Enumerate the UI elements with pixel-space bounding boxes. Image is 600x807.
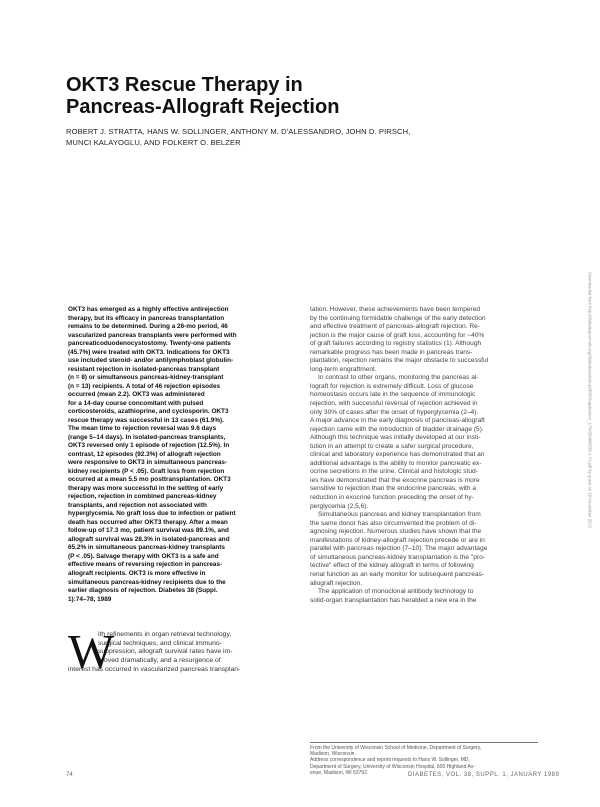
abstract-line: use included steroid- and/or antilymphoblast globulin- — [68, 357, 234, 365]
abstract-line: hyperglycemia. No graft loss due to infection or patient — [68, 510, 236, 518]
body-line: reduction in exocrine function preceding the onset of hy- — [310, 494, 474, 502]
abstract-line: (45.7%) were treated with OKT3. Indications for OKT3 — [68, 348, 230, 356]
body-line: plantation, rejection remains the major obstacle to successful — [310, 357, 489, 365]
title-line: Pancreas-Allograft Rejection — [66, 96, 340, 118]
body-line: perglycemia (2,5,6). — [310, 502, 369, 510]
abstract-line: transplants, and rejection not associated with — [68, 501, 207, 509]
abstract-line: pancreaticoduodenocystostomy. Twenty-one patients — [68, 340, 231, 348]
body-line: A major advance in the early diagnosis of pancreas-allograft — [310, 417, 485, 425]
body-line: In contrast to other organs, monitoring the pancreas al- — [318, 374, 479, 382]
author-list — [66, 126, 546, 148]
introduction — [68, 624, 294, 679]
page-title — [66, 74, 486, 118]
abstract-line: OKT3 has emerged as a highly effective antirejection — [68, 306, 229, 313]
body-line: clinical and laboratory experience has demonstrated that an — [310, 451, 485, 459]
intro-line: suppression, allograft survival rates have im- — [98, 648, 233, 656]
intro-line: interest has occurred in vascularized pancreas transplan- — [68, 665, 241, 673]
abstract-line: occurred at a mean 5.5 mo posttransplantation. OKT3 — [68, 476, 231, 484]
body-line: only 30% of cases after the onset of hyperglycemia (2–4). — [310, 408, 479, 416]
body-line: of simultaneous pancreas-kidney transplantation is the "pro- — [310, 553, 485, 561]
abstract-line: occurred (mean 2.2). OKT3 was administered — [68, 391, 205, 399]
abstract-line: effective means of reversing rejection in pancreas- — [68, 561, 223, 569]
abstract-line: resistant rejection in isolated-pancreas transplant — [68, 365, 220, 373]
body-line: by the continuing formidable challenge of the early detection — [310, 314, 486, 322]
abstract-line: for a 14-day course concomitant with pulsed — [68, 399, 204, 407]
abstract-line: corticosteroids, azathioprine, and cyclosporin. OKT3 — [68, 408, 229, 416]
body-line: The application of monoclonal antibody technology to — [318, 588, 474, 596]
body-line: Although this technique was initially developed at our insti- — [310, 434, 481, 442]
abstract-line: 1):74–78, 1989 — [68, 595, 112, 603]
body-line: the same donor has also circumvented the problem of di- — [310, 519, 477, 527]
abstract-line: were responsive to OKT3 in simultaneous pancreas- — [68, 459, 228, 467]
page-number: 74 — [66, 772, 73, 778]
author-line: MUNCI KALAYOGLU, AND FOLKERT O. BELZER — [66, 138, 241, 147]
body-line: of graft failures according to registry statistics (1). Although — [310, 340, 482, 348]
body-line: additional advantage is the ability to monitor pancreatic ex- — [310, 459, 482, 467]
abstract-line: (n = 13) recipients. A total of 46 rejection episodes — [68, 382, 221, 390]
body-line: lograft for rejection is extremely difficult. Loss of glucose — [310, 382, 474, 390]
body-line: and effective treatment of pancreas-allograft rejection. Re- — [310, 323, 480, 331]
body-line: tation. However, these achievements have been tempered — [310, 306, 481, 313]
abstract-line: (P < .05). Salvage therapy with OKT3 is a safe and — [68, 552, 219, 560]
drop-cap: W — [68, 624, 115, 679]
footnote-line: From the University of Wisconsin School of Medicine, Department of Surgery, — [310, 745, 482, 751]
abstract-line: rejection, rejection in combined pancreas-kidney — [68, 493, 217, 501]
footnote-line: Madison, Wisconsin. — [310, 751, 356, 758]
abstract-line: follow-up of 17.3 mo, patient survival was 89.1%, and — [68, 527, 229, 535]
body-line: ocrine secretions in the urine. Clinical and histologic stud- — [310, 468, 478, 476]
intro-line: surgical techniques, and clinical immuno- — [98, 639, 222, 647]
abstract-line: OKT3 reversed only 1 episode of rejection (12.5%). In — [68, 442, 230, 450]
abstract-line: simultaneous pancreas-kidney recipients due to the — [68, 578, 226, 586]
body-paragraph — [310, 588, 538, 605]
body-line: parallel with pancreas rejection (7–10). The major advantage — [310, 545, 488, 553]
abstract-line: contrast, 12 episodes (92.3%) of allograft rejection — [68, 450, 221, 458]
author-line: ROBERT J. STRATTA, HANS W. SOLLINGER, ANTHONY M. D'ALESSANDRO, JOHN D. PIRSCH, — [66, 127, 411, 136]
body-line: manifestations of kidney-allograft rejection precede or are in — [310, 536, 485, 544]
body-line: renal function as an early monitor for subsequent pancreas- — [310, 570, 485, 578]
body-line: sensitive to rejection than the endocrine pancreas, with a — [310, 485, 477, 493]
abstract-line: death has occurred after OKT3 therapy. After a mean — [68, 518, 228, 526]
body-line: rejection came with the introduction of bladder drainage (5). — [310, 425, 484, 433]
body-line: tution in an attempt to create a safer surgical procedure, — [310, 442, 474, 450]
intro-line: proved dramatically, and a resurgence of — [98, 657, 221, 665]
abstract-line: allograft recipients. OKT3 is more effective in — [68, 569, 206, 577]
body-line: allograft rejection. — [310, 579, 363, 587]
abstract-line: The mean time to rejection reversal was 9.6 days — [68, 425, 217, 433]
body-line: Simultaneous pancreas and kidney transplantation from — [318, 511, 481, 519]
abstract-line: rescue therapy was successful in 13 cases (61.9%). — [68, 416, 224, 424]
abstract-line: (range 5–14 days). In isolated-pancreas transplants, — [68, 433, 226, 441]
body-line: solid-organ transplantation has heralded a new era in the — [310, 596, 477, 604]
footnote-line: Department of Surgery, University of Wisconsin Hospital, 600 Highland Av- — [310, 763, 475, 770]
abstract — [68, 306, 294, 604]
body-paragraph — [310, 511, 538, 588]
body-line: homeostasis occurs late in the sequence of immunologic — [310, 391, 476, 399]
body-line: ies have demonstrated that the exocrine pancreas is more — [310, 476, 480, 484]
abstract-line: remains to be determined. During a 26-mo period, 46 — [68, 323, 228, 331]
body-line: remarkable progress has been made in pancreas trans- — [310, 348, 473, 356]
abstract-line: vascularized pancreas transplants were performed with — [68, 331, 237, 339]
body-line: agnosing rejection. Numerous studies have shown that the — [310, 528, 482, 536]
running-footer: DIABETES, VOL. 38, SUPPL. 1, JANUARY 1989 — [408, 772, 560, 778]
abstract-line: earlier diagnosis of rejection. Diabetes 38 (Suppl. — [68, 587, 218, 595]
body-line: rejection, with successful reversal of rejection achieved in — [310, 400, 478, 408]
abstract-line: therapy, but its efficacy in pancreas transplantation — [68, 314, 225, 322]
body-line: long-term engraftment. — [310, 365, 377, 373]
body-text-column — [310, 306, 538, 605]
body-line: tective" effect of the kidney allograft in terms of following — [310, 562, 474, 570]
abstract-line: (n = 8) or simultaneous pancreas-kidney-transplant — [68, 374, 224, 382]
abstract-line: kidney recipients (P < .05). Graft loss from rejection — [68, 467, 225, 475]
footnote-line: Address correspondence and reprint requests to Hans W. Sollinger, MD, — [310, 757, 470, 764]
abstract-line: therapy was more successful in the setting of early — [68, 484, 224, 492]
abstract-line: allograft survival was 28.3% in isolated-pancreas and — [68, 535, 230, 543]
footnote-line: enue, Madison, WI 53792. — [310, 769, 369, 776]
footnote-divider — [310, 742, 538, 743]
body-line: jection is the major cause of graft loss, accounting for ~40% — [310, 331, 485, 339]
body-paragraph — [310, 306, 538, 374]
body-paragraph — [310, 374, 538, 511]
intro-line: ith refinements in organ retrieval technology, — [98, 631, 232, 638]
download-watermark: Downloaded from http://diabetesjournals.org/diabetes/article-pdf/38/Supplement_1/74/359888/38-1-74.pdf by guest on 18 November 2022 — [587, 272, 593, 528]
abstract-line: 65.2% in simultaneous pancreas-kidney transplants — [68, 544, 225, 552]
title-line: OKT3 Rescue Therapy in — [66, 74, 303, 96]
